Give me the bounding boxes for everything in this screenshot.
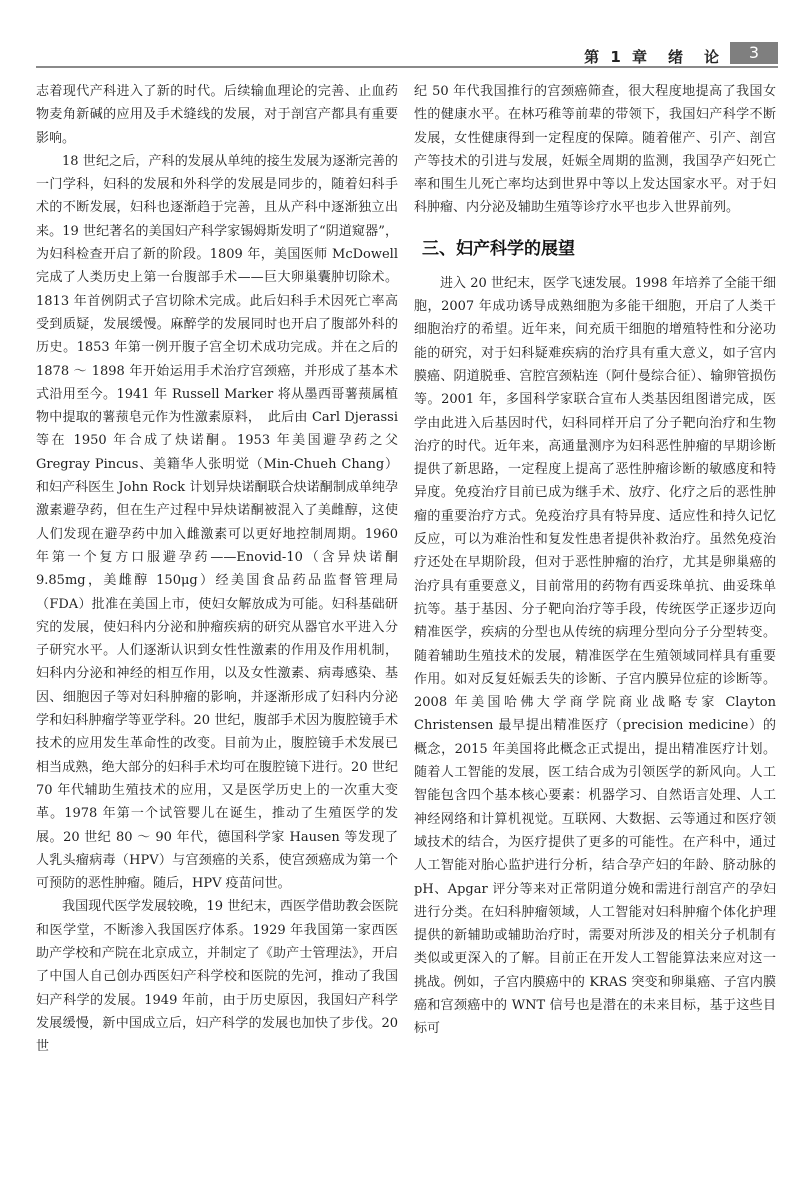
section-heading: 三、妇产科学的展望 xyxy=(422,238,575,259)
paragraph: 进入 20 世纪末，医学飞速发展。1998 年培养了全能干细胞，2007 年成功诱导成熟细胞为多能干细胞，开启了人类干细胞治疗的希望。近年来，间充质干细胞的增殖特性和分泌功能的研究，对于妇科疑难疾病的治疗具有重大意义，如子宫内膜癌、阴道脱垂、宫腔宫颈粘连（阿什曼综合征）、输卵管损伤等。2001 年，多国科学家联合宣布人类基因组图谱完成，医学由此进入后基因时代，妇科同样开启了分子靶向治疗和生物治疗的时代。近年来，高通量测序为妇科恶性肿瘤的早期诊断提供了新思路，一定程度上提高了恶性肿瘤诊断的敏感度和特异度。免疫治疗目前已成为继手术、放疗、化疗之后的恶性肿瘤的重要治疗方式。免疫治疗具有特异度、适应性和持久记忆反应，可以为难治性和复发性患者提供补救治疗。虽然免疫治疗还处在早期阶段，但对于恶性肿瘤的治疗，尤其是卵巢癌的治疗具有重要意义，目前常用的药物有西妥珠单抗、曲妥珠单抗等。基于基因、分子靶向治疗等手段，传统医学正逐步迈向精准医学，疾病的分型也从传统的病理分型向分子分型转变。随着辅助生殖技术的发展，精准医学在生殖领域同样具有重要作用。如对反复妊娠丢失的诊断、子宫内膜异位症的诊断等。2008 年美国哈佛大学商学院商业战略专家 Clayton Christensen 最早提出精准医疗（precision medicine）的概念，2015 年美国将此概念正式提出，提出精准医疗计划。随着人工智能的发展，医工结合成为引领医学的新风向。人工智能包含四个基本核心要素：机器学习、自然语言处理、人工神经网络和计算机视觉。互联网、大数据、云等通过和医疗领域技术的结合，为医疗提供了更多的可能性。在产科中，通过人工智能对胎心监护进行分析，结合孕产妇的年龄、脐动脉的 pH、Apgar 评分等来对正常阴道分娩和需进行剖宫产的孕妇进行分类。在妇科肿瘤领域，人工智能对妇科肿瘤个体化护理提供的新辅助或辅助治疗时，需要对所涉及的相关分子机制有类似或更深入的了解。目前正在开发人工智能算法来应对这一挑战。例如，子宫内膜癌中的 KRAS 突变和卵巢癌、子宫内膜癌和宫颈癌中的 WNT 信号也是潜在的未来目标，基于这些目标可 xyxy=(414,275,776,1037)
chapter-title: 第 1 章 绪 论 xyxy=(584,48,722,66)
paragraph: 志着现代产科进入了新的时代。后续输血理论的完善、止血药物麦角新碱的应用及手术缝线的发展，对于剖宫产都具有重要影响。 xyxy=(36,84,398,146)
page-number: 3 xyxy=(730,42,778,64)
paragraph: 18 世纪之后，产科的发展从单纯的接生发展为逐渐完善的一门学科，妇科的发展和外科学的发展是同步的，随着妇科手术的不断发展，妇科也逐渐趋于完善，且从产科中逐渐独立出来。19 世纪著名的美国妇产科学家锡姆斯发明了“阴道窥器”，为妇科检查开启了新的阶段。1809 年，美国医师 McDowell 完成了人类历史上第一台腹部手术——巨大卵巢囊肿切除术。1813 年首例阴式子宫切除术完成。此后妇科手术因死亡率高受到质疑，发展缓慢。麻醉学的发展同时也开启了腹部外科的历史。1853 年第一例开腹子宫全切术成功完成。并在之后的 1878 ～ 1898 年开始运用手术治疗宫颈癌，并形成了基本术式沿用至今。1941 年 Russell Marker 将从墨西哥薯蓣属植物中提取的薯蓣皂元作为性激素原料， 此后由 Carl Djerassi 等在 1950 年合成了炔诺酮。1953 年美国避孕药之父 Gregray Pincus、美籍华人张明觉（Min-Chueh Chang）和妇产科医生 John Rock 计划异炔诺酮联合炔诺酮制成单纯孕激素避孕药，但在生产过程中异炔诺酮被混入了美雌醇，这使人们发现在避孕药中加入雌激素可以更好地控制周期。1960 年第一个复方口服避孕药——Enovid-10（含异炔诺酮 9.85mg，美雌醇 150μg）经美国食品药品监督管理局（FDA）批准在美国上市，使妇女解放成为可能。妇科基础研究的发展，使妇科内分泌和肿瘤疾病的研究从器官水平进入分子研究水平。人们逐渐认识到女性性激素的作用及作用机制，妇科内分泌和神经的相互作用，以及女性激素、病毒感染、基因、细胞因子等对妇科肿瘤的影响，并逐渐形成了妇科内分泌学和妇科肿瘤学等亚学科。20 世纪，腹部手术因为腹腔镜手术技术的应用发生革命性的改变。目前为止，腹腔镜手术发展已相当成熟，绝大部分的妇科手术均可在腹腔镜下进行。20 世纪 70 年代辅助生殖技术的应用，又是医学历史上的一次重大变革。1978 年第一个试管婴儿在诞生，推动了生殖医学的发展。20 世纪 80 ～ 90 年代，德国科学家 Hausen 等发现了人乳头瘤病毒（HPV）与宫颈癌的关系，使宫颈癌成为第一个可预防的恶性肿瘤。随后，HPV 疫苗问世。 xyxy=(36,153,398,892)
header-rule xyxy=(36,66,778,68)
paragraph: 我国现代医学发展较晚，19 世纪末，西医学借助教会医院和医学堂，不断渗入我国医疗体系。1929 年我国第一家西医助产学校和产院在北京成立，并制定了《助产士管理法》，开启了中国人自己创办西医妇产科学校和医院的先河，推动了我国妇产科学的发展。1949 年前，由于历史原因，我国妇产科学发展缓慢，新中国成立后，妇产科学的发展也加快了步伐。20 世 xyxy=(36,899,398,1055)
page-header xyxy=(0,0,800,70)
right-column xyxy=(414,80,776,1190)
left-column xyxy=(36,80,398,1190)
paragraph: 纪 50 年代我国推行的宫颈癌筛查，很大程度地提高了我国女性的健康水平。在林巧稚等前辈的带领下，我国妇产科学不断发展，女性健康得到一定程度的保障。随着催产、引产、剖宫产等技术的引进与发展，妊娠全周期的监测，我国孕产妇死亡率和围生儿死亡率均达到世界中等以上发达国家水平。对于妇科肿瘤、内分泌及辅助生殖等诊疗水平也步入世界前列。 xyxy=(414,84,776,216)
